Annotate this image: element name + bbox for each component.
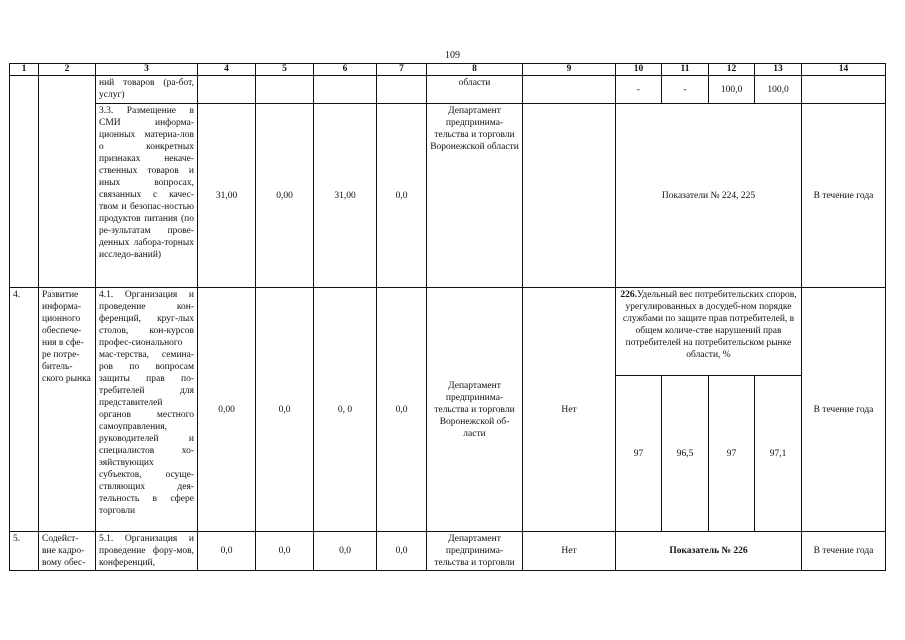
table-cell — [523, 104, 616, 288]
indicator-title-text: Удельный вес потребительских споров, урегулированных в досудеб-ном порядке службами по защите прав потребителей, в общем количе-стве нарушений прав потребителей на потребительском рынке области, % — [622, 290, 797, 360]
value-cell: 100,0 — [755, 76, 802, 104]
header-cell: 3 — [96, 64, 198, 76]
table-cell — [39, 76, 96, 288]
activity-text: 5.1. Организация и проведение фору-мов, конференций, — [96, 532, 198, 571]
value-cell: 0, 0 — [314, 288, 377, 532]
header-cell: 11 — [662, 64, 709, 76]
value-cell: 96,5 — [662, 376, 709, 532]
activity-text: ний товаров (ра-бот, услуг) — [96, 76, 198, 104]
term-text: В течение года — [802, 104, 886, 288]
table-cell — [10, 76, 39, 288]
value-cell: 0,0 — [256, 288, 314, 532]
header-cell: 14 — [802, 64, 886, 76]
table-cell — [314, 76, 377, 104]
header-cell: 5 — [256, 64, 314, 76]
value-cell: 0,00 — [256, 104, 314, 288]
table-row-3-3 — [10, 104, 886, 288]
direction-text: Содейст-вие кадро-вому обес- — [39, 532, 96, 571]
header-cell: 6 — [314, 64, 377, 76]
funding-text: Нет — [523, 532, 616, 571]
header-cell: 12 — [709, 64, 755, 76]
value-cell: 97 — [616, 376, 662, 532]
value-cell: 0,0 — [377, 532, 427, 571]
table-row-continuation — [10, 76, 886, 104]
value-cell: 97 — [709, 376, 755, 532]
value-cell: 0,00 — [198, 288, 256, 532]
header-cell: 1 — [10, 64, 39, 76]
header-cell: 9 — [523, 64, 616, 76]
value-cell: 0,0 — [198, 532, 256, 571]
item-number: 4. — [10, 288, 39, 532]
executor-text: Департамент предпринима-тельства и торговли — [427, 532, 523, 571]
value-cell: 0,0 — [377, 104, 427, 288]
table-row-4 — [10, 288, 886, 376]
executor-text: Департамент предпринима-тельства и торговли Воронежской об-ласти — [427, 288, 523, 532]
indicators-text — [616, 532, 802, 571]
indicator-title — [616, 288, 802, 376]
value-cell: - — [662, 76, 709, 104]
executor-text: области — [427, 76, 523, 104]
table-cell — [802, 76, 886, 104]
value-cell: 31,00 — [314, 104, 377, 288]
value-cell: 0,0 — [314, 532, 377, 571]
table-cell — [198, 76, 256, 104]
activity-text: 3.3. Размещение в СМИ информа-ционных материа-лов о конкретных признаках некаче-ственных товаров и иных вопросах, связанных с качес-твом и безопас-ностью продуктов питания (по ре-зультатам прове-денных лабора-торных исследо-ваний) — [96, 104, 198, 288]
executor-text: Департамент предпринима-тельства и торговли Воронежской области — [427, 104, 523, 288]
value-cell: - — [616, 76, 662, 104]
table-cell — [377, 76, 427, 104]
value-cell: 0,0 — [256, 532, 314, 571]
indicators-text: Показатели № 224, 225 — [616, 104, 802, 288]
value-cell: 100,0 — [709, 76, 755, 104]
indicator-number: 226. — [620, 290, 637, 300]
term-text: В течение года — [802, 288, 886, 532]
item-number: 5. — [10, 532, 39, 571]
header-cell: 7 — [377, 64, 427, 76]
table-cell — [256, 76, 314, 104]
header-row — [10, 64, 886, 76]
activity-text: 4.1. Организация и проведение кон-ференций, круг-лых столов, кон-курсов профес-сионального мас-терства, семина-ров по вопросам защиты прав по-требителей для представителей органов местного самоуправления, руководителей и специалистов хо-зяйствующих субъектов, осуще-ствляющих дея-тельность в сфере торговли — [96, 288, 198, 532]
direction-text: Развитие информа-ционного обеспече-ния в сфе-ре потре-битель-ского рынка — [39, 288, 96, 532]
value-cell: 31,00 — [198, 104, 256, 288]
table-row-5 — [10, 532, 886, 571]
term-text: В течение года — [802, 532, 886, 571]
table-cell — [523, 76, 616, 104]
indicators-label: Показатель № 226 — [669, 546, 748, 556]
header-cell: 13 — [755, 64, 802, 76]
header-cell: 8 — [427, 64, 523, 76]
header-cell: 4 — [198, 64, 256, 76]
program-table — [9, 63, 886, 571]
header-cell: 2 — [39, 64, 96, 76]
page-number: 109 — [445, 50, 460, 61]
funding-text: Нет — [523, 288, 616, 532]
value-cell: 97,1 — [755, 376, 802, 532]
value-cell: 0,0 — [377, 288, 427, 532]
header-cell: 10 — [616, 64, 662, 76]
